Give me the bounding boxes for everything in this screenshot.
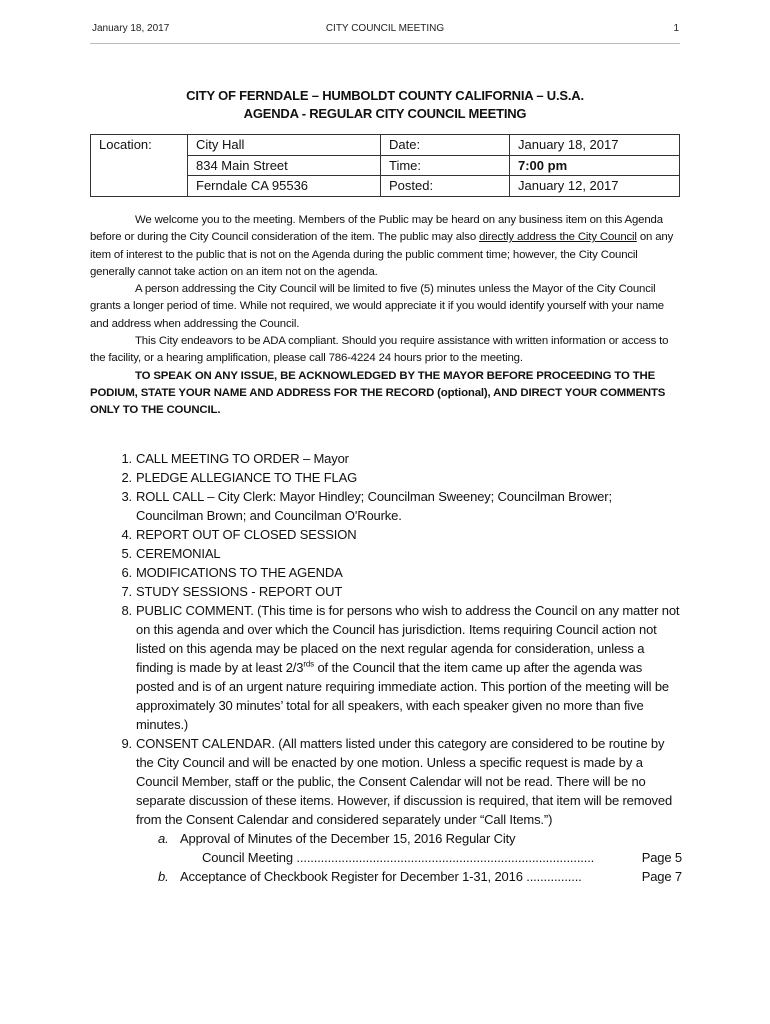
- agenda-item-number: 4.: [121, 527, 132, 542]
- header-divider: [90, 43, 680, 44]
- consent-subitem: [90, 867, 682, 886]
- agenda-item: [90, 449, 682, 468]
- consent-subitem-leader: Acceptance of Checkbook Register for December 1-31, 2016 ................: [180, 869, 582, 884]
- document-title: CITY OF FERNDALE – HUMBOLDT COUNTY CALIFORNIA – U.S.A.: [186, 88, 584, 103]
- agenda-item-text: CALL MEETING TO ORDER – Mayor: [136, 451, 349, 466]
- location-label: Location:: [91, 135, 188, 197]
- date-value: January 18, 2017: [510, 135, 680, 156]
- agenda-item-text: CONSENT CALENDAR. (All matters listed under this category are considered to be routine by the City Council and will be enacted by one motion. Unless a specific request is made by a Council Member, staff or the public, the Consent Calendar will not be read. There will be no separate discussion of these items. However, if discussion is required, that item will be removed from the Consent Calendar and considered separately under “Call Items.”): [136, 736, 673, 827]
- superscript-rds: rds: [303, 659, 315, 669]
- agenda-item-number: 9.: [121, 736, 132, 751]
- date-label: Date:: [381, 135, 510, 156]
- agenda-item-text: STUDY SESSIONS - REPORT OUT: [136, 584, 343, 599]
- consent-subitem-letter: b.: [158, 869, 169, 884]
- agenda-item-number: 7.: [121, 584, 132, 599]
- agenda-item: [90, 487, 682, 525]
- agenda-item: [90, 544, 682, 563]
- document-subtitle: AGENDA - REGULAR CITY COUNCIL MEETING: [243, 106, 527, 121]
- meeting-info-table: [90, 134, 680, 197]
- time-label: Time:: [381, 155, 510, 176]
- intro-underlined-text: directly address the City Council: [479, 231, 637, 244]
- agenda-item-number: 3.: [121, 489, 132, 504]
- posted-label: Posted:: [381, 176, 510, 197]
- agenda-item-text: of the Council that the item came up after the agenda was posted and is of an urgent nature requiring immediate action. This portion of the meeting will be approximately 30 minutes’ total for all speakers, with each speaker given no more than five minutes.): [136, 660, 669, 732]
- agenda-item: [90, 582, 682, 601]
- location-line-3: Ferndale CA 95536: [188, 176, 381, 197]
- consent-subitem: [90, 829, 682, 867]
- posted-value: January 12, 2017: [510, 176, 680, 197]
- consent-subitem-leader: Council Meeting ......................................................................................: [202, 850, 595, 865]
- agenda-item-number: 6.: [121, 565, 132, 580]
- agenda-item-number: 8.: [121, 603, 132, 618]
- consent-subitem-row: [180, 867, 682, 886]
- intro-paragraph-ada: This City endeavors to be ADA compliant. Should you require assistance with written information or access to the facility, or a hearing amplification, please call 786-4224 24 hours prior to the meeting.: [90, 335, 669, 365]
- time-value: 7:00 pm: [510, 155, 680, 176]
- agenda-item-consent-calendar: [90, 734, 682, 829]
- intro-paragraph-instructions: TO SPEAK ON ANY ISSUE, BE ACKNOWLEDGED BY THE MAYOR BEFORE PROCEEDING TO THE PODIUM, STATE YOUR NAME AND ADDRESS FOR THE RECORD (optional), AND DIRECT YOUR COMMENTS ONLY TO THE COUNCIL.: [90, 369, 666, 417]
- agenda-item: [90, 525, 682, 544]
- intro-text: on any item of interest to the public that is not on the Agenda during the public comment time; however, the City Council generally cannot take action on an item not on the agenda.: [90, 231, 674, 278]
- intro-section: [90, 212, 682, 420]
- agenda-list: [90, 449, 682, 886]
- agenda-item-number: 2.: [121, 470, 132, 485]
- agenda-item-number: 1.: [121, 451, 132, 466]
- agenda-item-text: ROLL CALL – City Clerk: Mayor Hindley; Councilman Sweeney; Councilman Brower; Councilman Brown; and Councilman O'Rourke.: [136, 489, 612, 523]
- consent-subitem-page: Page 7: [641, 869, 682, 884]
- header-title: CITY COUNCIL MEETING: [325, 23, 445, 34]
- agenda-item-public-comment: [90, 601, 682, 734]
- intro-paragraph-time-limit: A person addressing the City Council will be limited to five (5) minutes unless the Mayor of the City Council grants a longer period of time. While not required, we would appreciate it if you would identify yourself with your name and address when addressing the Council.: [90, 283, 664, 330]
- header-date: January 18, 2017: [92, 23, 170, 34]
- consent-subitem-page: Page 5: [641, 850, 682, 865]
- location-line-1: City Hall: [188, 135, 381, 156]
- agenda-item-text: CEREMONIAL: [136, 546, 221, 561]
- consent-subitem-row: [180, 848, 682, 867]
- agenda-item-text: PUBLIC COMMENT. (This time is for persons who wish to address the Council on any matter not on this agenda and over which the Council has jurisdiction. Items requiring Council action not listed on this agenda may be placed on the next regular agenda for consideration, unless a finding is made by at least 2/3: [136, 603, 680, 675]
- agenda-item-text: PLEDGE ALLEGIANCE TO THE FLAG: [136, 470, 358, 485]
- location-line-2: 834 Main Street: [188, 155, 381, 176]
- agenda-item-text: MODIFICATIONS TO THE AGENDA: [136, 565, 343, 580]
- agenda-item-text: REPORT OUT OF CLOSED SESSION: [136, 527, 357, 542]
- consent-subitem-letter: a.: [158, 831, 169, 846]
- header-page-number: 1: [673, 23, 679, 34]
- agenda-item: [90, 563, 682, 582]
- agenda-item: [90, 468, 682, 487]
- consent-subitem-title: Approval of Minutes of the December 15, 2016 Regular City: [180, 831, 516, 846]
- intro-paragraph-welcome: [90, 212, 682, 281]
- agenda-item-number: 5.: [121, 546, 132, 561]
- intro-text: We welcome you to the meeting. Members of the Public may be heard on any business item on this Agenda before or during the City Council consideration of the item. The public may also: [90, 214, 663, 244]
